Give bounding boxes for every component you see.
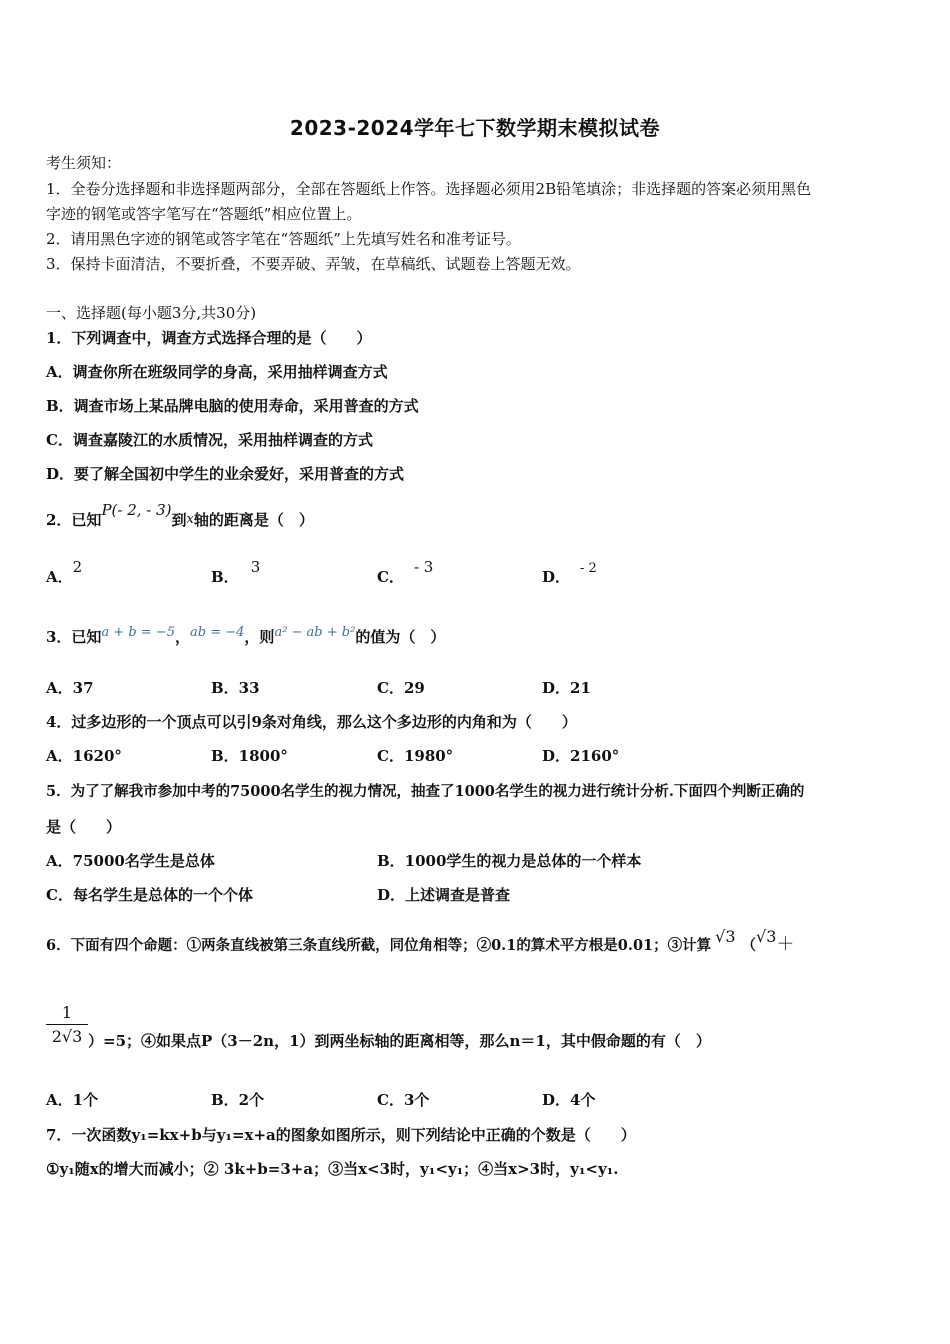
q3-sep: ， [175,628,191,646]
q5-stem-line1: 5．为了了解我市参加中考的75000名学生的视力情况，抽查了1000名学生的视力进行统计分析.下面四个判断正确的 [46,783,805,800]
q2-option-d [542,561,597,587]
q4-option-b: B．1800° [211,747,288,765]
q6-option-d: D．4个 [542,1091,596,1109]
q6-plus: ＋ [776,934,795,955]
q3-option-b: B．33 [211,679,260,697]
q5-option-c: C．每名学生是总体的一个个体 [46,886,253,904]
q6-stem-line1 [46,927,795,956]
notice-item-3: 3．保持卡面清洁，不要折叠，不要弄破、弄皱，在草稿纸、试题卷上答题无效。 [46,255,581,273]
q6-sqrt3-b: √3 [756,927,777,946]
q1-stem: 1．下列调查中，调查方式选择合理的是（ ） [46,329,372,347]
q4-option-c: C．1980° [377,747,454,765]
q2-post: 轴的距离是（ ） [193,511,314,529]
q2-c-label: C． [377,568,404,586]
q1-option-c: C．调查嘉陵江的水质情况，采用抽样调查的方式 [46,431,373,449]
q6-paren: （ [741,937,757,954]
q1-option-a: A．调查你所在班级同学的身高，采用抽样调查方式 [46,363,388,381]
q2-option-a [46,558,83,587]
q3-option-c: C．29 [377,679,425,697]
notice-item-1a: 1．全卷分选择题和非选择题两部分，全部在答题纸上作答。选择题必须用2B铅笔填涂；非选择题的答案必须用黑色 [46,180,812,198]
q2-axis: x [186,512,194,527]
q5-option-d: D．上述调查是普查 [377,886,511,904]
q2-d-value: - 2 [580,561,597,576]
q3-option-a: A．37 [46,679,94,697]
q2-a-value: 2 [72,558,83,576]
q6-option-c: C．3个 [377,1091,430,1109]
q2-point: P(- 2, - 3) [101,501,172,519]
q2-option-c [377,558,434,587]
q1-option-b: B．调查市场上某品牌电脑的使用寿命，采用普查的方式 [46,397,419,415]
q2-pre: 2．已知 [46,511,102,529]
q4-option-d: D．2160° [542,747,620,765]
q2-mid: 到 [171,511,187,529]
q6-fraction [46,1003,88,1046]
notice-heading: 考生须知： [46,154,122,172]
q5-stem-line2: 是（ ） [46,818,122,836]
q3-option-d: D．21 [542,679,591,697]
q3-expr: a² − ab + b² [274,625,356,640]
notice-item-1b: 字迹的钢笔或答字笔写在“答题纸”相应位置上。 [46,205,362,223]
section-heading: 一、选择题(每小题3分,共30分) [46,304,257,322]
q3-eq2: ab = −4 [190,625,245,640]
q6-stem-line2: ）=5；④如果点P（3－2n，1）到两坐标轴的距离相等，那么n＝1，其中假命题的有（ ） [88,1032,711,1050]
q4-option-a: A．1620° [46,747,122,765]
q4-stem: 4．过多边形的一个顶点可以引9条对角线，那么这个多边形的内角和为（ ） [46,713,577,731]
q3-pre: 3．已知 [46,628,102,646]
q3-mid: ，则 [244,628,275,646]
q2-a-label: A． [46,568,73,586]
q2-b-label: B． [211,568,239,586]
q2-d-label: D． [542,568,571,586]
q5-option-a: A．75000名学生是总体 [46,852,215,870]
q6-sqrt3-a: √3 [715,927,736,946]
notice-item-2: 2．请用黑色字迹的钢笔或答字笔在“答题纸”上先填写姓名和准考证号。 [46,230,521,248]
q6-option-a: A．1个 [46,1091,99,1109]
q6-stem1: 6．下面有四个命题：①两条直线被第三条直线所截，同位角相等；②0.1的算术平方根是0.01；③计算 [46,937,712,954]
q3-stem [46,626,445,647]
q3-post: 的值为（ ） [355,628,446,646]
q1-option-d: D．要了解全国初中学生的业余爱好，采用普查的方式 [46,465,405,483]
q6-frac-num: 1 [46,1003,88,1025]
q3-eq1: a + b = −5 [101,625,175,640]
q2-c-value: - 3 [413,558,434,576]
q5-option-b: B．1000学生的视力是总体的一个样本 [377,852,642,870]
page-title: 2023-2024学年七下数学期末模拟试卷 [289,116,661,140]
q7-conclusions: ①y₁随x的增大而减小；② 3k+b=3+a；③当x<3时，y₁<y₁；④当x>3时，y₁<y₁. [46,1160,619,1178]
q6-option-b: B．2个 [211,1091,265,1109]
q7-stem: 7．一次函数y₁=kx+b与y₁=x+a的图象如图所示，则下列结论中正确的个数是（ ） [46,1126,636,1144]
q2-b-value: 3 [250,558,261,576]
q2-option-b [211,558,261,587]
q2-stem [46,501,314,530]
q6-frac-den: 2√3 [51,1027,83,1046]
